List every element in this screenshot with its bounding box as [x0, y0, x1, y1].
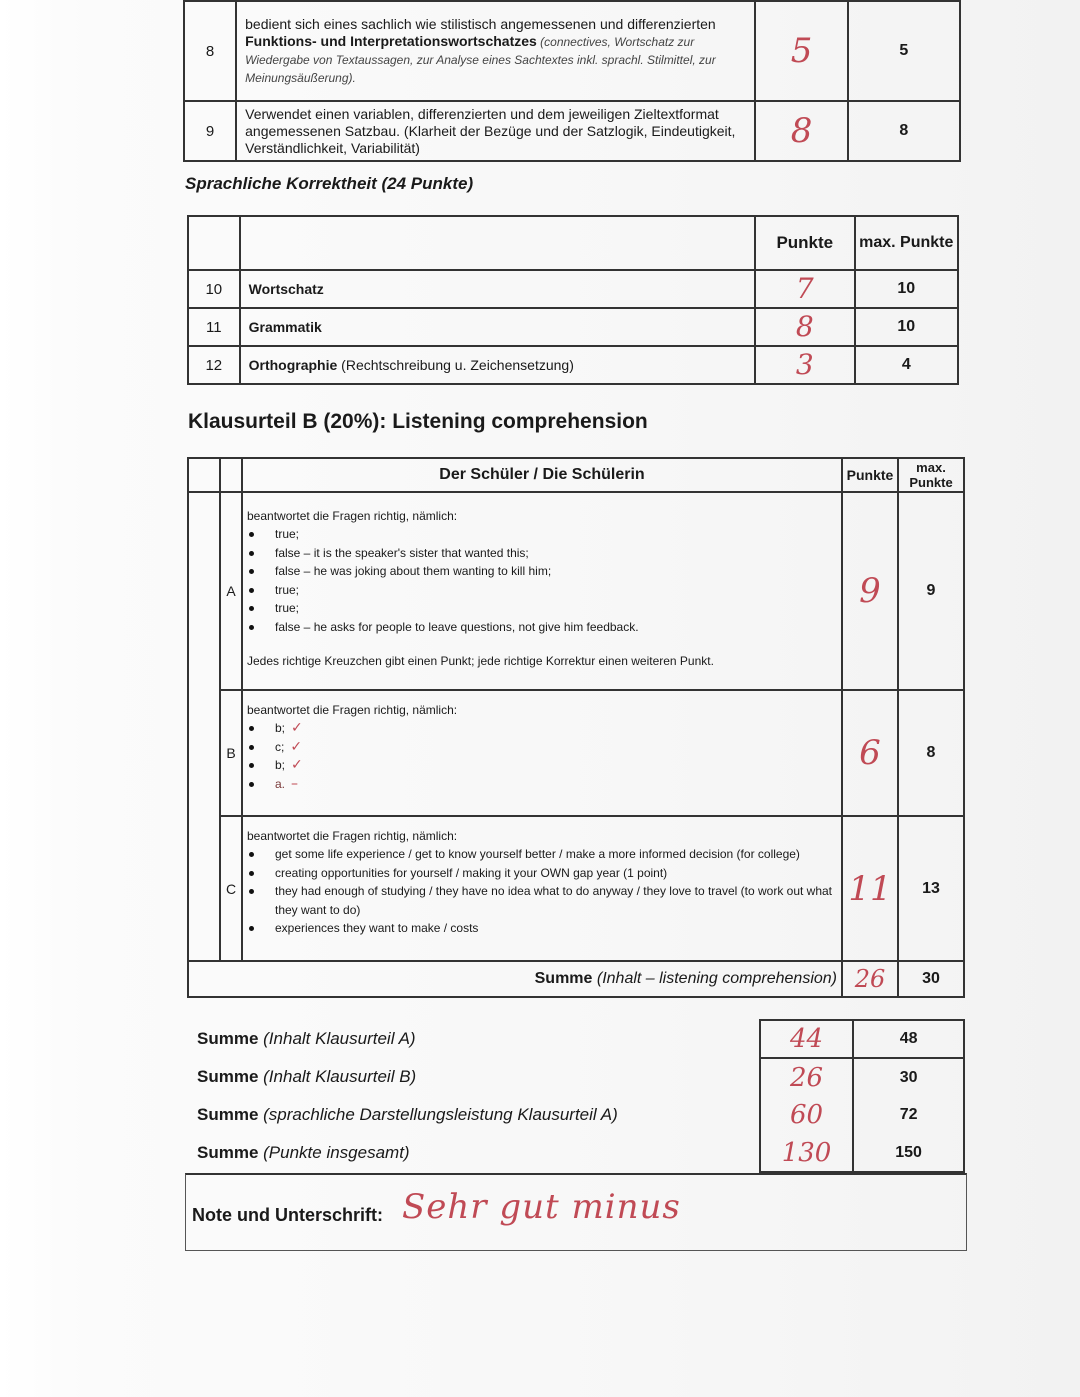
criteria-text-detail: (connectives, Wortschatz zur Wiedergabe von Textaussagen, zur Analyse eines Sachtextes inkl. sprachl. Stilmittel, zur Meinungsäußerung). [245, 34, 716, 85]
listening-part-b [188, 690, 964, 816]
max-points: 8 [898, 690, 964, 816]
answer-item [247, 738, 835, 757]
part-letter: C [220, 816, 242, 961]
listening-part-a [188, 492, 964, 690]
total-label: Summe (Punkte insgesamt) [197, 1143, 410, 1162]
row-number: 8 [184, 1, 236, 101]
handwritten-score: 6 [842, 690, 898, 816]
row-label: Grammatik [248, 318, 322, 335]
answer-list [247, 525, 835, 636]
answers-intro: beantwortet die Fragen richtig, nämlich: [247, 703, 458, 717]
dash-mark-icon: – [291, 775, 299, 792]
total-row [187, 1058, 964, 1096]
handwritten-score: 3 [755, 346, 855, 384]
criteria-row-9 [184, 101, 960, 161]
col-punkte: Punkte [755, 216, 855, 270]
answer-item [247, 719, 835, 738]
col-punkte: Punkte [842, 458, 898, 492]
grade-handwritten: Sehr gut minus [402, 1187, 681, 1227]
handwritten-score: 44 [760, 1020, 853, 1058]
part-letter: B [220, 690, 242, 816]
listening-sum-row [188, 961, 964, 997]
sum-label [188, 961, 842, 997]
row-number: 10 [188, 270, 240, 308]
listening-part-c [188, 816, 964, 961]
max-points: 48 [853, 1020, 964, 1058]
handwritten-score: 130 [760, 1134, 853, 1172]
max-points: 10 [855, 270, 958, 308]
criteria-text [236, 1, 755, 101]
answers-intro: beantwortet die Fragen richtig, nämlich: [247, 829, 458, 843]
col-max-punkte: max. Punkte [898, 458, 964, 492]
answer-text: b; [275, 758, 286, 772]
max-points: 13 [898, 816, 964, 961]
handwritten-score: 8 [755, 101, 847, 161]
answers-intro: beantwortet die Fragen richtig, nämlich: [247, 509, 458, 523]
part-c-answers [242, 816, 842, 961]
answer-text: a. [275, 776, 286, 791]
check-mark-icon: ✓ [290, 738, 303, 755]
totals-table [187, 1019, 965, 1173]
handwritten-score: 26 [760, 1058, 853, 1096]
part-b-answers [242, 690, 842, 816]
total-label: Summe (Inhalt Klausurteil B) [197, 1067, 417, 1086]
sprachliche-row [188, 346, 958, 384]
sum-label-bold: Summe [534, 970, 593, 987]
total-label: Summe (sprachliche Darstellungsleistung Klausurteil A) [197, 1105, 618, 1124]
row-label: Wortschatz [248, 280, 324, 297]
check-mark-icon: ✓ [291, 720, 303, 736]
check-mark-icon: ✓ [291, 757, 303, 773]
answer-item: creating opportunities for yourself / making it your OWN gap year (1 point) [247, 864, 835, 883]
criteria-text-bold: Funktions- und Interpretationswortschatzes [245, 32, 537, 49]
answer-item [247, 775, 835, 794]
row-number: 12 [188, 346, 240, 384]
sprachliche-header [188, 216, 958, 270]
row-number: 11 [188, 308, 240, 346]
answer-item: true; [247, 581, 835, 600]
section-title-listening: Klausurteil B (20%): Listening comprehension [188, 410, 648, 433]
max-points: 150 [853, 1134, 964, 1172]
col-max-punkte: max. Punkte [855, 216, 958, 270]
section-title-sprachliche: Sprachliche Korrektheit (24 Punkte) [185, 174, 474, 193]
sprachliche-table [187, 215, 959, 385]
sprachliche-row [188, 270, 958, 308]
grade-signature-box [185, 1173, 967, 1251]
total-row [187, 1020, 964, 1058]
handwritten-score: 7 [755, 270, 855, 308]
total-row [187, 1096, 964, 1134]
scoring-note: Jedes richtige Kreuzchen gibt einen Punkt; jede richtige Korrektur einen weiteren Punkt. [247, 654, 714, 668]
answer-item: false – he was joking about them wanting to kill him; [247, 562, 835, 581]
criteria-text-lead: bedient sich eines sachlich wie stilistisch angemessenen und differenzierten [245, 15, 716, 32]
handwritten-score: 8 [755, 308, 855, 346]
listening-table [187, 457, 965, 998]
grade-label: Note und Unterschrift: [192, 1205, 383, 1225]
answer-list [247, 719, 835, 793]
max-points: 10 [855, 308, 958, 346]
handwritten-score: 5 [755, 1, 847, 101]
part-a-answers [242, 492, 842, 690]
answer-item: true; [247, 525, 835, 544]
answer-text: c; [275, 739, 285, 754]
answer-item: false – he asks for people to leave questions, not give him feedback. [247, 618, 835, 637]
handwritten-score: 9 [842, 492, 898, 690]
answer-item: get some life experience / get to know yourself better / make a more informed decision (for college) [247, 845, 835, 864]
row-number: 9 [184, 101, 236, 161]
criteria-table-top [183, 0, 961, 162]
max-points: 8 [848, 101, 960, 161]
max-points: 30 [898, 961, 964, 997]
max-points: 9 [898, 492, 964, 690]
answer-list [247, 845, 835, 938]
part-letter: A [220, 492, 242, 690]
answer-text: b; [275, 721, 286, 735]
max-points: 30 [853, 1058, 964, 1096]
total-row [187, 1134, 964, 1172]
handwritten-score: 26 [842, 961, 898, 997]
answer-item: false – it is the speaker's sister that wanted this; [247, 544, 835, 563]
criteria-text: Verwendet einen variablen, differenzierten und dem jeweiligen Zieltextformat angemessenen Satzbau. (Klarheit der Bezüge und der Satzlogik, Eindeutigkeit, Verständlichkeit, Variabilität) [236, 101, 755, 161]
row-label: Orthographie [248, 356, 338, 373]
answer-item [247, 756, 835, 775]
answer-item: true; [247, 599, 835, 618]
row-label-detail: (Rechtschreibung u. Zeichensetzung) [337, 356, 574, 373]
handwritten-score: 60 [760, 1096, 853, 1134]
answer-item: experiences they want to make / costs [247, 919, 835, 938]
col-student: Der Schüler / Die Schülerin [242, 458, 842, 492]
handwritten-score: 11 [842, 816, 898, 961]
listening-header [188, 458, 964, 492]
criteria-row-8 [184, 1, 960, 101]
sum-label-detail: (Inhalt – listening comprehension) [592, 970, 837, 987]
max-points: 4 [855, 346, 958, 384]
sprachliche-row [188, 308, 958, 346]
answer-item: they had enough of studying / they have no idea what to do anyway / they love to travel (to work out what they want to do) [247, 882, 835, 919]
max-points: 72 [853, 1096, 964, 1134]
max-points: 5 [848, 1, 960, 101]
total-label: Summe (Inhalt Klausurteil A) [197, 1029, 416, 1048]
